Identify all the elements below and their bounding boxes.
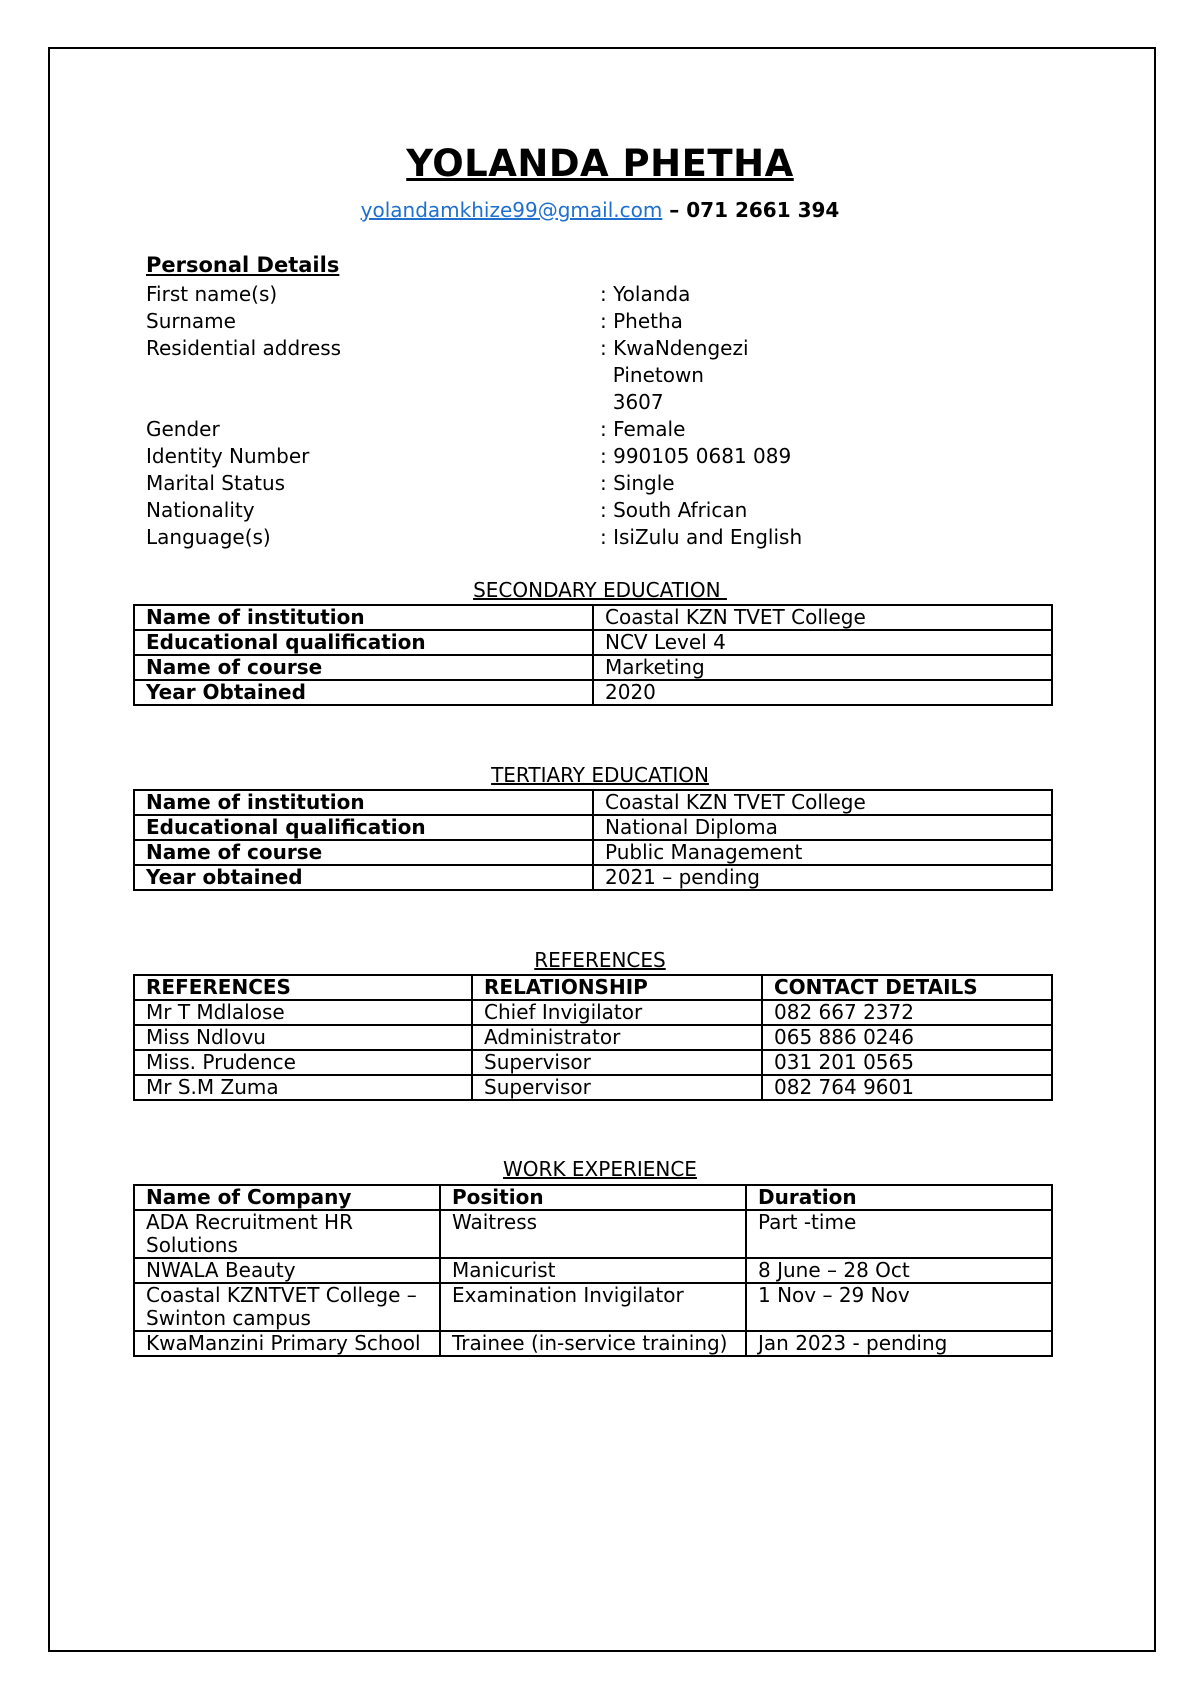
row-value: NCV Level 4 — [593, 630, 1052, 655]
reference-contact: 065 886 0246 — [762, 1025, 1052, 1050]
row-value: National Diploma — [593, 815, 1052, 840]
row-value: 2020 — [593, 680, 1052, 705]
table-header-row — [134, 975, 1052, 1000]
detail-value: : Female — [600, 417, 686, 441]
reference-name: Miss. Prudence — [134, 1050, 472, 1075]
personal-detail-row — [146, 308, 1046, 335]
table-row — [134, 790, 1052, 815]
job-duration: 1 Nov – 29 Nov — [746, 1283, 1052, 1331]
row-label: Name of institution — [134, 605, 593, 630]
job-position: Waitress — [440, 1210, 746, 1258]
detail-value: : 990105 0681 089 — [600, 444, 792, 468]
row-label: Educational qualification — [134, 815, 593, 840]
column-header: Position — [440, 1185, 746, 1210]
job-position: Manicurist — [440, 1258, 746, 1283]
personal-detail-row — [146, 524, 1046, 551]
reference-contact: 082 764 9601 — [762, 1075, 1052, 1100]
tertiary-education-table — [133, 789, 1053, 891]
detail-value: : KwaNdengezi — [600, 336, 749, 360]
detail-label: Nationality — [146, 498, 255, 522]
company-name: NWALA Beauty — [134, 1258, 440, 1283]
tertiary-education-title: TERTIARY EDUCATION — [491, 763, 709, 787]
job-position: Trainee (in-service training) — [440, 1331, 746, 1356]
reference-contact: 082 667 2372 — [762, 1000, 1052, 1025]
work-experience-table — [133, 1184, 1053, 1357]
row-label: Year Obtained — [134, 680, 593, 705]
row-label: Name of institution — [134, 790, 593, 815]
table-row — [134, 1258, 1052, 1283]
detail-value: : Yolanda — [600, 282, 691, 306]
phone-number: 071 2661 394 — [686, 198, 840, 222]
reference-name: Miss Ndlovu — [134, 1025, 472, 1050]
detail-label: Residential address — [146, 336, 342, 360]
reference-relationship: Administrator — [472, 1025, 762, 1050]
reference-name: Mr S.M Zuma — [134, 1075, 472, 1100]
job-duration: Jan 2023 - pending — [746, 1331, 1052, 1356]
company-name: ADA Recruitment HR Solutions — [134, 1210, 440, 1258]
personal-detail-row — [146, 497, 1046, 524]
email-link[interactable]: yolandamkhize99@gmail.com — [360, 198, 663, 222]
column-header: RELATIONSHIP — [472, 975, 762, 1000]
contact-separator: – — [662, 198, 687, 222]
detail-label: First name(s) — [146, 282, 278, 306]
row-label: Name of course — [134, 840, 593, 865]
work-experience-title: WORK EXPERIENCE — [503, 1157, 697, 1181]
secondary-education-title: SECONDARY EDUCATION — [473, 578, 727, 602]
column-header: REFERENCES — [134, 975, 472, 1000]
detail-value: : South African — [600, 498, 748, 522]
table-row — [134, 840, 1052, 865]
table-row — [134, 1075, 1052, 1100]
column-header: Name of Company — [134, 1185, 440, 1210]
table-row — [134, 605, 1052, 630]
reference-relationship: Chief Invigilator — [472, 1000, 762, 1025]
table-row — [134, 1000, 1052, 1025]
table-row — [134, 865, 1052, 890]
detail-value: : Single — [600, 471, 675, 495]
table-row — [134, 1210, 1052, 1258]
company-name: Coastal KZNTVET College – Swinton campus — [134, 1283, 440, 1331]
row-value: 2021 – pending — [593, 865, 1052, 890]
table-row — [134, 630, 1052, 655]
detail-value: Pinetown — [600, 363, 704, 387]
secondary-education-table — [133, 604, 1053, 706]
detail-value: 3607 — [600, 390, 664, 414]
table-row — [134, 1050, 1052, 1075]
detail-label: Identity Number — [146, 444, 310, 468]
row-value: Marketing — [593, 655, 1052, 680]
detail-label: Surname — [146, 309, 236, 333]
row-label: Educational qualification — [134, 630, 593, 655]
table-row — [134, 1025, 1052, 1050]
table-header-row — [134, 1185, 1052, 1210]
references-title: REFERENCES — [534, 948, 666, 972]
personal-details-heading: Personal Details — [146, 253, 340, 277]
personal-detail-row — [146, 470, 1046, 497]
row-value: Coastal KZN TVET College — [593, 790, 1052, 815]
detail-value: : IsiZulu and English — [600, 525, 803, 549]
table-row — [134, 680, 1052, 705]
references-table — [133, 974, 1053, 1101]
row-value: Public Management — [593, 840, 1052, 865]
personal-detail-row — [146, 362, 1046, 389]
column-header: CONTACT DETAILS — [762, 975, 1052, 1000]
personal-detail-row — [146, 443, 1046, 470]
row-value: Coastal KZN TVET College — [593, 605, 1052, 630]
table-row — [134, 1283, 1052, 1331]
cv-name-title: YOLANDA PHETHA — [406, 142, 794, 185]
detail-label: Language(s) — [146, 525, 271, 549]
reference-relationship: Supervisor — [472, 1050, 762, 1075]
table-row — [134, 655, 1052, 680]
table-row — [134, 1331, 1052, 1356]
detail-label: Gender — [146, 417, 220, 441]
reference-contact: 031 201 0565 — [762, 1050, 1052, 1075]
job-duration: 8 June – 28 Oct — [746, 1258, 1052, 1283]
personal-detail-row — [146, 335, 1046, 362]
row-label: Name of course — [134, 655, 593, 680]
reference-name: Mr T Mdlalose — [134, 1000, 472, 1025]
personal-detail-row — [146, 389, 1046, 416]
job-duration: Part -time — [746, 1210, 1052, 1258]
reference-relationship: Supervisor — [472, 1075, 762, 1100]
company-name: KwaManzini Primary School — [134, 1331, 440, 1356]
personal-detail-row — [146, 281, 1046, 308]
detail-value: : Phetha — [600, 309, 683, 333]
row-label: Year obtained — [134, 865, 593, 890]
detail-label: Marital Status — [146, 471, 286, 495]
column-header: Duration — [746, 1185, 1052, 1210]
personal-detail-row — [146, 416, 1046, 443]
contact-line — [0, 198, 1200, 222]
table-row — [134, 815, 1052, 840]
job-position: Examination Invigilator — [440, 1283, 746, 1331]
